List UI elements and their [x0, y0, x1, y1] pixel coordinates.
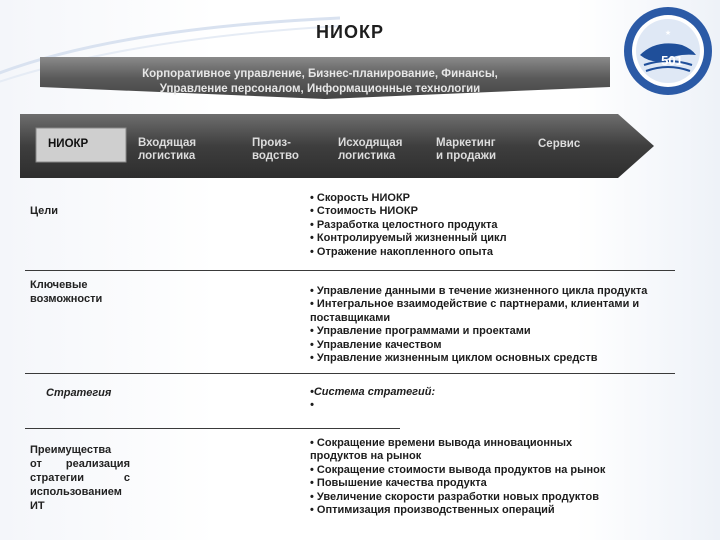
row-divider: [25, 270, 675, 271]
list-item: • Контролируемый жизненный цикл: [310, 232, 507, 245]
chain-stage-label: логистика: [338, 150, 396, 162]
chain-stage-marketing-sales: [436, 137, 496, 163]
row-label-line: стратегии с: [30, 472, 130, 484]
list-item: • Управление жизненным циклом основных средств: [310, 352, 598, 365]
row-label-benefits: [30, 443, 130, 513]
svg-text:★: ★: [664, 30, 672, 37]
row-label-line: ИТ: [30, 500, 45, 512]
support-line: Управление персоналом, Информационные технологии: [159, 83, 481, 95]
support-line: Корпоративное управление, Бизнес-планирование, Финансы,: [142, 68, 498, 80]
list-item: • Стоимость НИОКР: [310, 205, 418, 218]
chain-stage-label: НИОКР: [48, 138, 89, 150]
list-item: •: [310, 399, 314, 412]
row-label-line: от реализация: [30, 458, 130, 470]
chain-stage-production: [252, 137, 299, 163]
row-label-key-capabilities: [30, 278, 102, 306]
row-divider: [25, 373, 675, 374]
emblem-number: 501: [661, 53, 683, 68]
list-item: •Система стратегий:: [310, 386, 436, 398]
capabilities-bullets: [310, 285, 690, 365]
benefits-bullets: [310, 437, 610, 517]
list-item: • Интегральное взаимодействие с партнерами, клиентами и поставщиками: [310, 298, 640, 324]
chain-stage-label: Исходящая: [338, 137, 403, 149]
row-label-line: Ключевые: [30, 279, 88, 291]
chain-stage-label: Входящая: [138, 137, 197, 149]
list-item: • Сокращение стоимости вывода продуктов на рынок: [310, 463, 606, 476]
list-item: • Повышение качества продукта: [310, 477, 487, 490]
list-item: • Управление качеством: [310, 338, 442, 351]
chain-stage-outbound-logistics: [338, 137, 402, 163]
row-label-line: Преимущества: [30, 444, 112, 456]
row-divider: [25, 428, 400, 429]
row-label-goals: Цели: [30, 205, 59, 217]
row-label-line: использованием: [30, 486, 122, 498]
goals-bullets: [310, 192, 507, 259]
list-item: • Оптимизация производственных операций: [310, 504, 555, 517]
chain-stage-label: водство: [252, 150, 299, 162]
support-activities-text: [60, 67, 580, 97]
list-item: • Отражение накопленного опыта: [310, 245, 493, 258]
chain-stage-service: [538, 138, 580, 151]
list-item: • Разработка целостного продукта: [310, 218, 498, 231]
chain-stage-label: Сервис: [538, 138, 581, 150]
row-label-strategy: Стратегия: [46, 387, 112, 399]
list-item: • Сокращение времени вывода инновационных продуктов на рынок: [310, 437, 573, 463]
list-item: • Скорость НИОКР: [310, 192, 411, 204]
chain-stage-label: и продажи: [436, 150, 497, 162]
list-item: • Увеличение скорости разработки новых продуктов: [310, 490, 600, 503]
list-item: • Управление программами и проектами: [310, 325, 531, 338]
ship-emblem-icon: [622, 5, 714, 97]
chain-stage-label: Произ-: [252, 137, 291, 149]
list-item: • Управление данными в течение жизненного цикла продукта: [310, 285, 648, 297]
strategy-bullets: [310, 386, 435, 413]
chain-stage-rnd: [48, 138, 88, 151]
chain-stage-label: логистика: [138, 150, 196, 162]
chain-stage-inbound-logistics: [138, 137, 196, 163]
page-title: НИОКР: [316, 22, 384, 42]
chain-stage-label: Маркетинг: [436, 137, 496, 149]
row-label-line: возможности: [30, 293, 103, 305]
